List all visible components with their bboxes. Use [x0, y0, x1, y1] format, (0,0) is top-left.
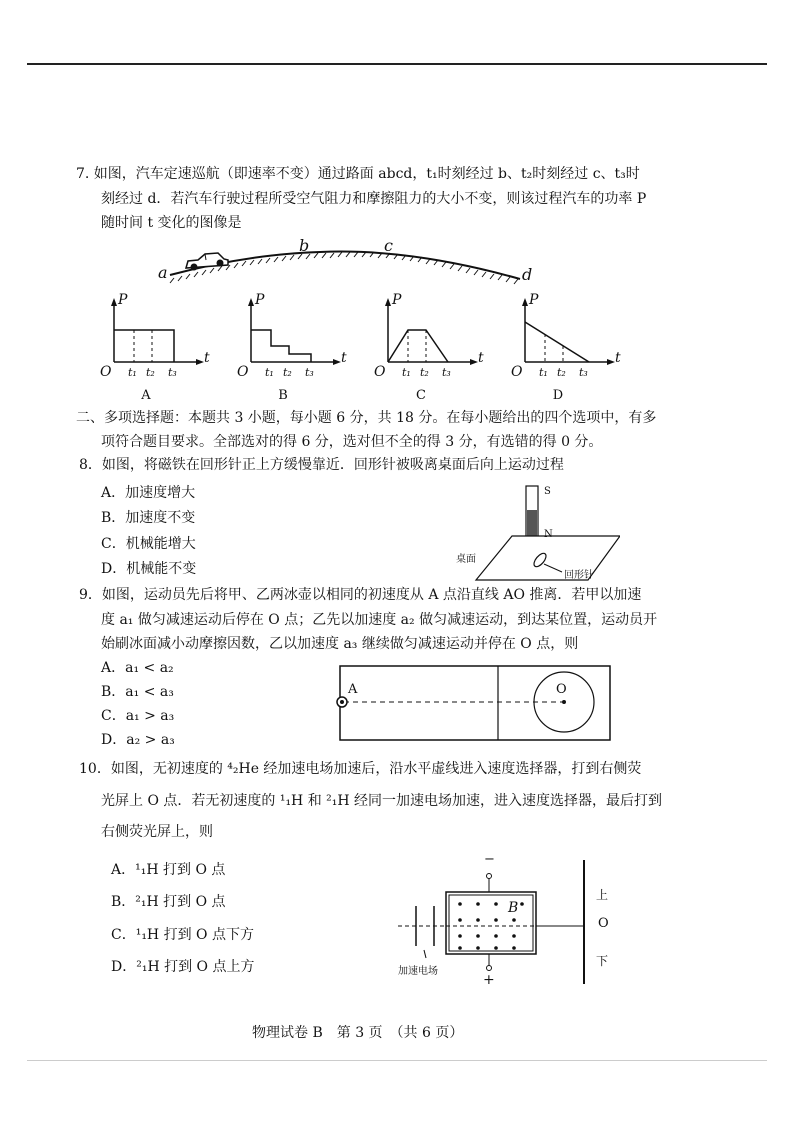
q8-option-b: B．加速度不变	[101, 510, 196, 526]
graph-C	[374, 294, 494, 386]
q10-option-b: B．²₁H 打到 O 点	[111, 894, 226, 910]
plus-terminal-label: +	[483, 972, 495, 988]
q8-option-c: C．机械能增大	[101, 536, 196, 552]
q7-road-figure	[150, 232, 540, 292]
q8-magnet-figure	[456, 484, 620, 584]
magnetic-field-label: B	[508, 900, 519, 916]
accelerating-field-label: 加速电场	[398, 966, 438, 977]
clip-label: 回形针	[564, 570, 594, 581]
q7-line2: 刻经过 d．若汽车行驶过程所受空气阻力和摩擦阻力的大小不变，则该过程汽车的功率 P	[101, 191, 647, 207]
tick-t1: t₁	[128, 366, 137, 379]
q9-ice-rink-figure	[334, 664, 616, 742]
q10-option-d: D．²₁H 打到 O 点上方	[111, 959, 255, 975]
graph-A	[100, 294, 220, 386]
axis-p: P	[392, 292, 402, 308]
tick-t1: t₁	[265, 366, 274, 379]
q9-option-b: B．a₁ < a₃	[101, 684, 174, 700]
axis-t: t	[615, 350, 621, 366]
q9-option-d: D．a₂ > a₃	[101, 732, 175, 748]
tick-t2: t₂	[146, 366, 155, 379]
q9-option-c: C．a₁ > a₃	[101, 708, 175, 724]
q9-line3: 始刷冰面减小动摩擦因数，乙以加速度 a₃ 继续做匀减速运动并停在 O 点，则	[101, 636, 579, 652]
axis-p: P	[118, 292, 128, 308]
axis-t: t	[204, 350, 210, 366]
minus-terminal-label: −	[484, 852, 495, 867]
tick-t2: t₂	[283, 366, 292, 379]
q10-velocity-selector-figure	[398, 852, 628, 990]
point-a-label: A	[348, 682, 358, 697]
tick-t2: t₂	[557, 366, 566, 379]
screen-up-label: 上	[596, 888, 609, 902]
section2-line2: 项符合题目要求。全部选对的得 6 分，选对但不全的得 3 分，有选错的得 0 分。	[101, 434, 603, 450]
tick-t3: t₃	[305, 366, 314, 379]
q8-option-a: A．加速度增大	[101, 485, 196, 501]
footer-rule	[27, 1060, 767, 1061]
graph-label-A: A	[141, 388, 151, 403]
screen-down-label: 下	[596, 954, 609, 968]
tick-t2: t₂	[420, 366, 429, 379]
road-label-d: d	[522, 265, 533, 284]
road-label-a: a	[158, 263, 168, 282]
tick-t3: t₃	[442, 366, 451, 379]
axis-origin: O	[100, 364, 112, 380]
graph-label-D: D	[552, 388, 564, 403]
axis-p: P	[255, 292, 265, 308]
q10-line3: 右侧荧光屏上，则	[101, 824, 213, 840]
header-rule	[27, 63, 767, 65]
axis-origin: O	[237, 364, 249, 380]
q9-line2: 度 a₁ 做匀减速运动后停在 O 点；乙先以加速度 a₂ 做匀减速运动，到达某位置，运动员开	[101, 612, 658, 628]
section2-line1: 二、多项选择题：本题共 3 小题，每小题 6 分，共 18 分。在每小题给出的四个选项中，有多	[76, 410, 657, 426]
q10-line2: 光屏上 O 点．若无初速度的 ¹₁H 和 ²₁H 经同一加速电场加速，进入速度选择器，最后打到	[101, 793, 663, 809]
graph-D	[511, 294, 631, 386]
axis-origin: O	[511, 364, 523, 380]
axis-t: t	[478, 350, 484, 366]
q10-option-c: C．¹₁H 打到 O 点下方	[111, 927, 254, 943]
tick-t3: t₃	[579, 366, 588, 379]
magnet-s-label: S	[544, 486, 551, 497]
graph-label-B: B	[278, 388, 288, 403]
graph-label-C: C	[416, 388, 426, 403]
axis-p: P	[529, 292, 539, 308]
road-label-b: b	[299, 236, 310, 255]
q8-option-d: D．机械能不变	[101, 561, 197, 577]
magnet-n-label: N	[544, 529, 553, 540]
page-footer: 物理试卷 B 第 3 页 （共 6 页）	[252, 1025, 464, 1041]
q9-option-a: A．a₁ < a₂	[101, 660, 174, 676]
point-o-label: O	[556, 682, 567, 697]
screen-o-label: O	[598, 916, 609, 931]
q10-line1: 10．如图，无初速度的 ⁴₂He 经加速电场加速后，沿水平虚线进入速度选择器，打到右侧荧	[79, 761, 642, 777]
q9-line1: 9．如图，运动员先后将甲、乙两冰壶以相同的初速度从 A 点沿直线 AO 推离．若甲以加速	[79, 587, 642, 603]
graph-B	[237, 294, 357, 386]
car-icon	[186, 253, 228, 271]
desk-label: 桌面	[456, 554, 476, 565]
tick-t3: t₃	[168, 366, 177, 379]
tick-t1: t₁	[539, 366, 548, 379]
tick-t1: t₁	[402, 366, 411, 379]
road-label-c: c	[384, 236, 393, 255]
q7-line3: 随时间 t 变化的图像是	[101, 215, 242, 231]
q10-option-a: A．¹₁H 打到 O 点	[111, 862, 226, 878]
axis-origin: O	[374, 364, 386, 380]
q8-stem: 8．如图，将磁铁在回形针正上方缓慢靠近．回形针被吸离桌面后向上运动过程	[79, 457, 564, 473]
q7-line1: 7. 如图，汽车定速巡航（即速率不变）通过路面 abcd，t₁时刻经过 b、t₂时刻经过 c、t₃时	[76, 166, 640, 182]
axis-t: t	[341, 350, 347, 366]
